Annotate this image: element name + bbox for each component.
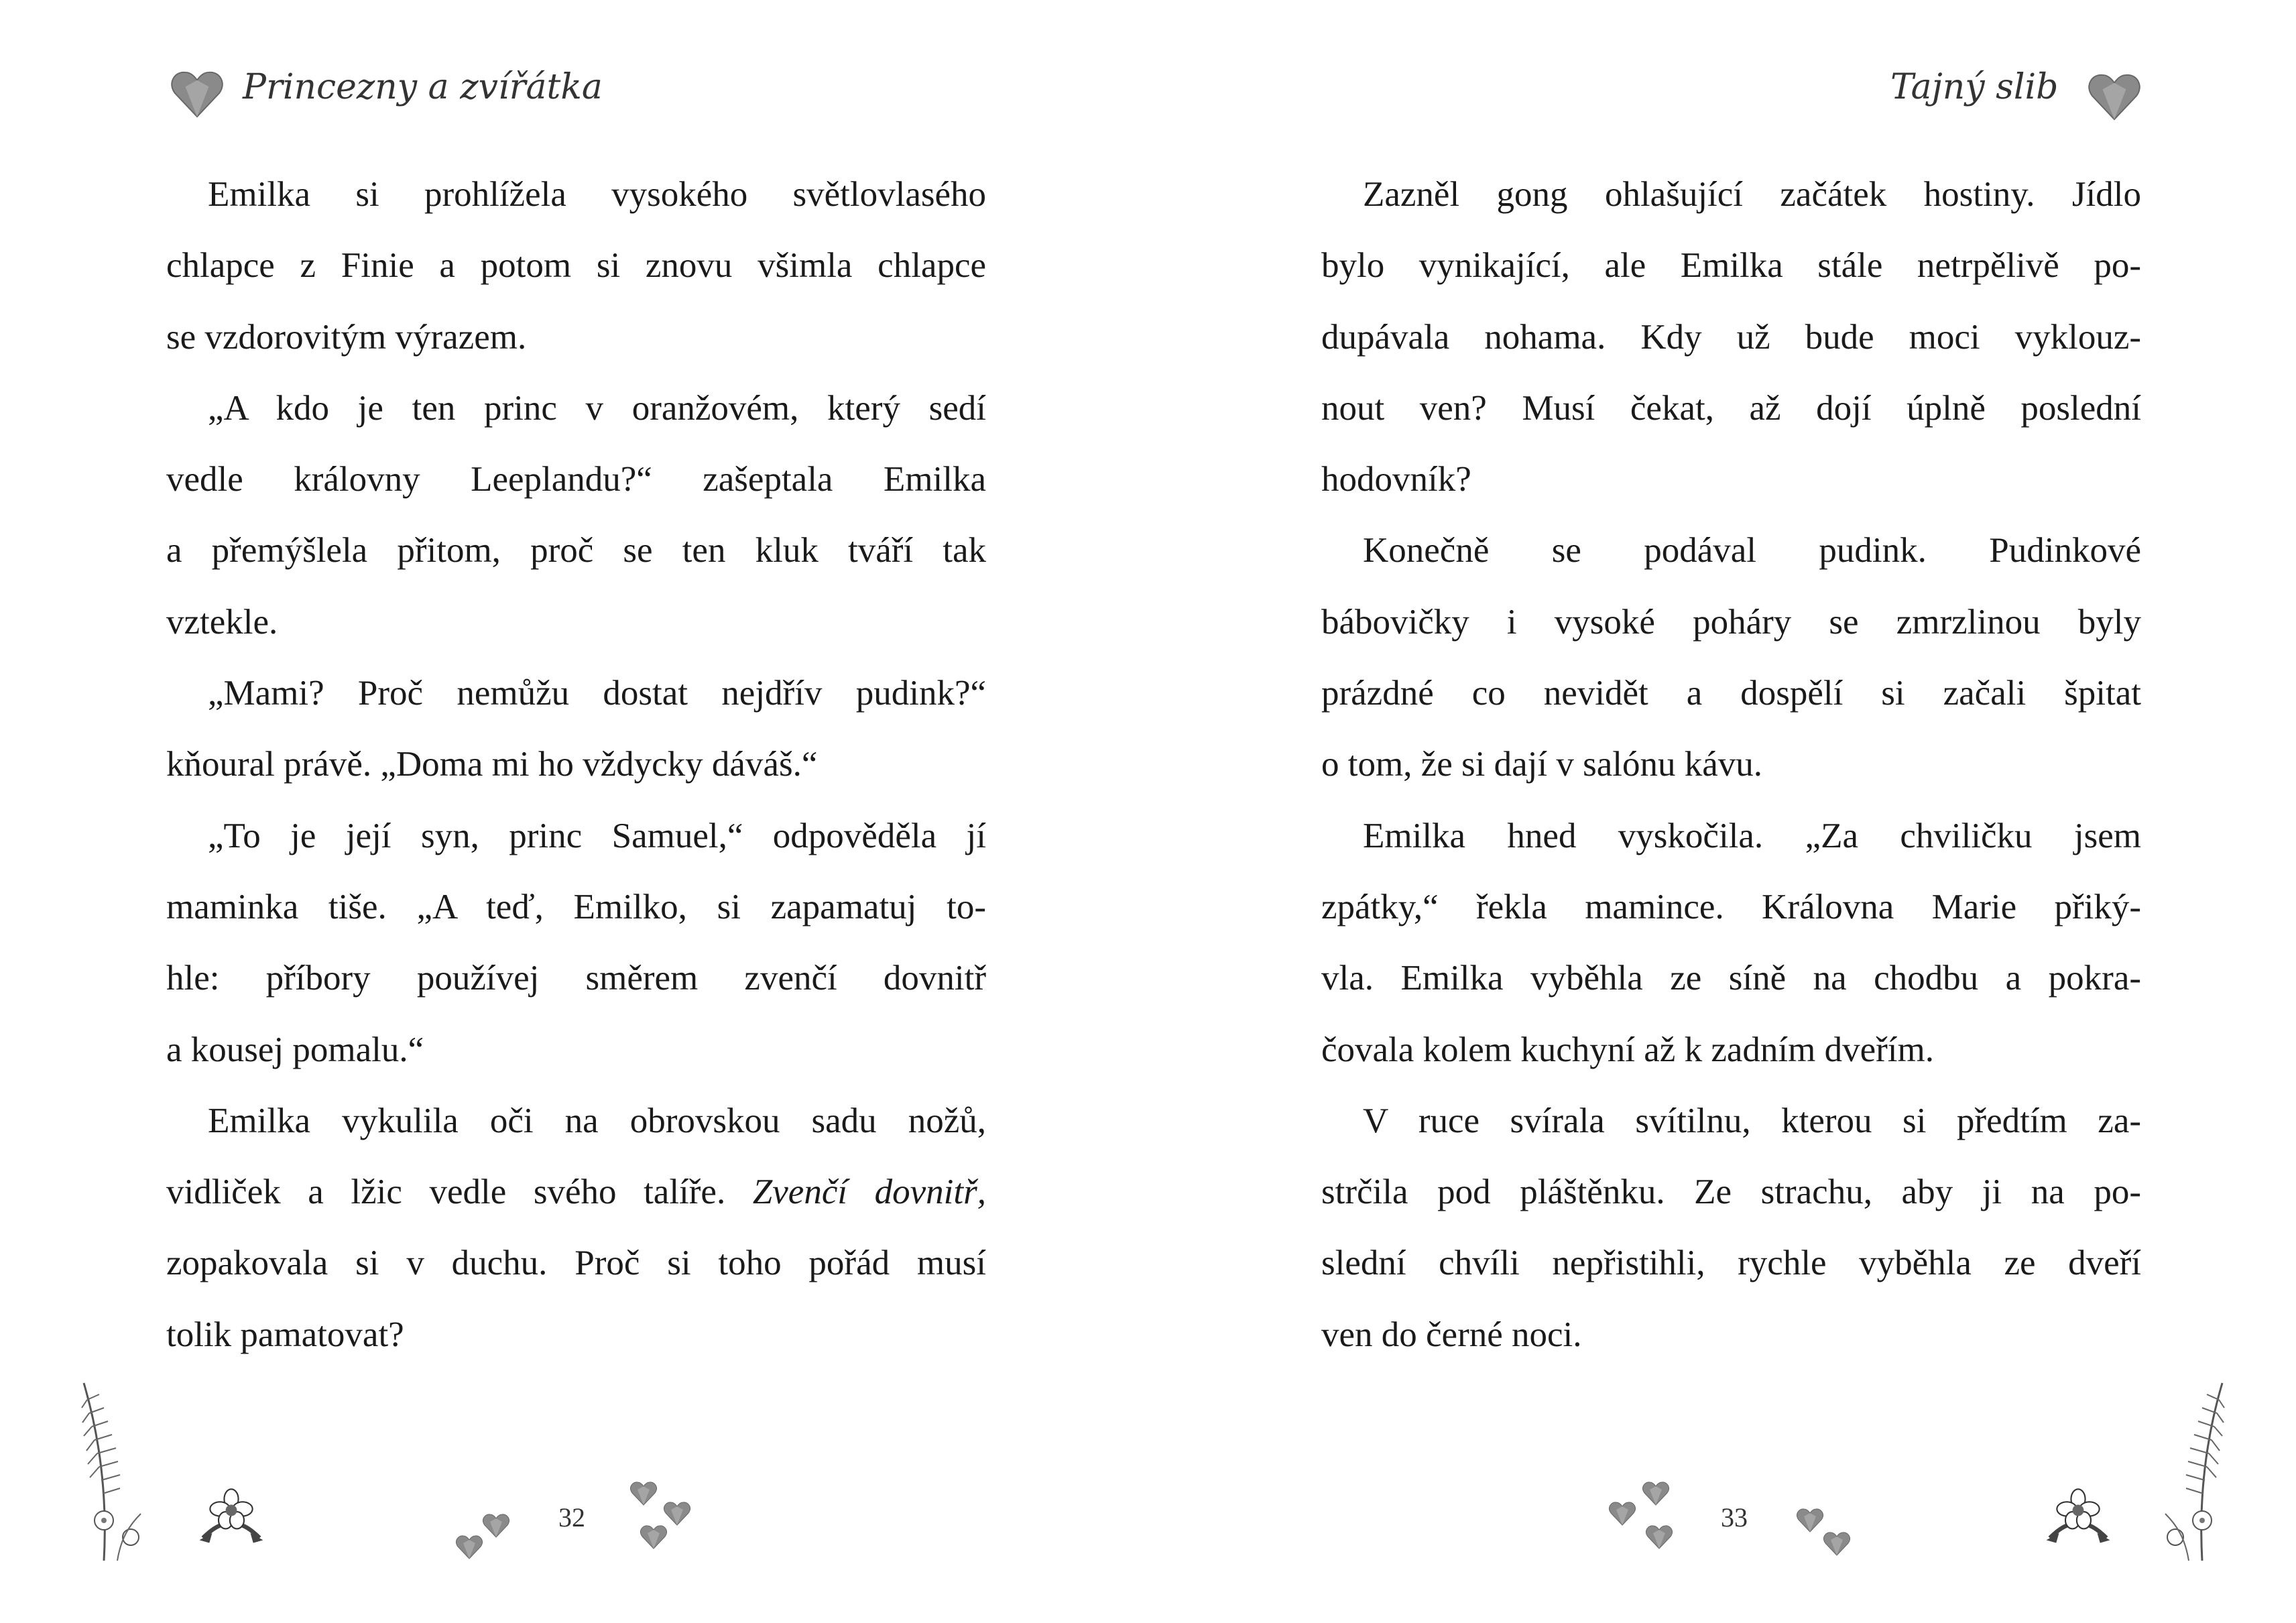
text-line: ven do černé noci. [1321, 1315, 1582, 1354]
text-line: slední chvíli nepřistihli, rychle vyběhla ze dveří [1321, 1244, 2141, 1283]
text-line: vztekle. [166, 602, 278, 642]
text-line: Emilka vykulila oči na obrovskou sadu nožů, [208, 1101, 986, 1140]
fern-decoration-icon [2152, 1380, 2232, 1561]
text-line: se vzdorovitým výrazem. [166, 317, 527, 357]
text-line: Emilka hned vyskočila. „Za chviličku jsem [1363, 816, 2141, 855]
text-line: nout ven? Musí čekat, až dojí úplně poslední [1321, 388, 2141, 428]
text-line: zopakovala si v duchu. Proč si toho pořád musí [166, 1244, 986, 1283]
text-line: a přemýšlela přitom, proč se ten kluk tváří tak [166, 531, 986, 570]
hearts-decoration-icon [456, 1502, 516, 1569]
text-segment: vidliček a lžic vedle svého talíře. [166, 1173, 753, 1212]
flower-decoration-icon [2041, 1485, 2115, 1549]
hearts-decoration-icon [1609, 1482, 1683, 1555]
text-line: bylo vynikající, ale Emilka stále netrpělivě po- [1321, 246, 2141, 286]
flower-decoration-icon [194, 1485, 268, 1549]
hearts-decoration-icon [1797, 1502, 1857, 1569]
text-line: hle: příbory používej směrem zvenčí dovnitř [166, 959, 986, 998]
heart-ornament-icon [2088, 74, 2140, 121]
text-line: dupávala nohama. Kdy už bude moci vyklouz- [1321, 317, 2141, 357]
text-line: kňoural právě. „Doma mi ho vždycky dáváš.“ [166, 745, 818, 784]
text-line: zpátky,“ řekla mamince. Královna Marie přiký- [1321, 887, 2141, 926]
text-line: vedle královny Leeplandu?“ zašeptala Emilka [166, 460, 986, 499]
text-line: vla. Emilka vyběhla ze síně na chodbu a pokra- [1321, 959, 2141, 998]
page-number-right: 33 [1721, 1502, 1748, 1532]
text-line: Zazněl gong ohlašující začátek hostiny. Jídlo [1363, 175, 2141, 214]
text-line: V ruce svírala svítilnu, kterou si předtím za- [1363, 1101, 2141, 1140]
text-line: Emilka si prohlížela vysokého světlovlasého [208, 175, 986, 214]
text-line: strčila pod pláštěnku. Ze strachu, aby ji na po- [1321, 1173, 2141, 1212]
italic-text-segment: Zvenčí dovnitř, [752, 1173, 987, 1212]
text-line: tolik pamatovat? [166, 1315, 404, 1354]
text-line [166, 1156, 986, 1227]
text-line: a kousej pomalu.“ [166, 1030, 424, 1069]
text-line: chlapce z Finie a potom si znovu všimla chlapce [166, 246, 986, 286]
text-line: hodovník? [1321, 460, 1471, 499]
text-line: maminka tiše. „A teď, Emilko, si zapamatuj to- [166, 887, 986, 926]
fern-decoration-icon [74, 1380, 154, 1561]
running-head-left: Princezny a zvířátka [243, 67, 603, 107]
hearts-decoration-icon [630, 1482, 704, 1555]
right-page-body [1321, 159, 2141, 1370]
text-line: „Mami? Proč nemůžu dostat nejdřív pudink?“ [208, 674, 986, 713]
text-line: čovala kolem kuchyní až k zadním dveřím. [1321, 1030, 1934, 1069]
left-page-body [166, 159, 986, 1370]
text-line: prázdné co nevidět a dospělí si začali špitat [1321, 674, 2141, 713]
text-line: „A kdo je ten princ v oranžovém, který sedí [208, 388, 986, 428]
heart-ornament-icon [171, 71, 223, 118]
text-line: bábovičky i vysoké poháry se zmrzlinou byly [1321, 602, 2141, 642]
text-line: Konečně se podával pudink. Pudinkové [1363, 531, 2141, 570]
running-head-right: Tajný slib [1890, 67, 2059, 107]
text-line: „To je její syn, princ Samuel,“ odpověděla jí [208, 816, 986, 855]
page-number-left: 32 [558, 1502, 585, 1532]
text-line: o tom, že si dají v salónu kávu. [1321, 745, 1762, 784]
